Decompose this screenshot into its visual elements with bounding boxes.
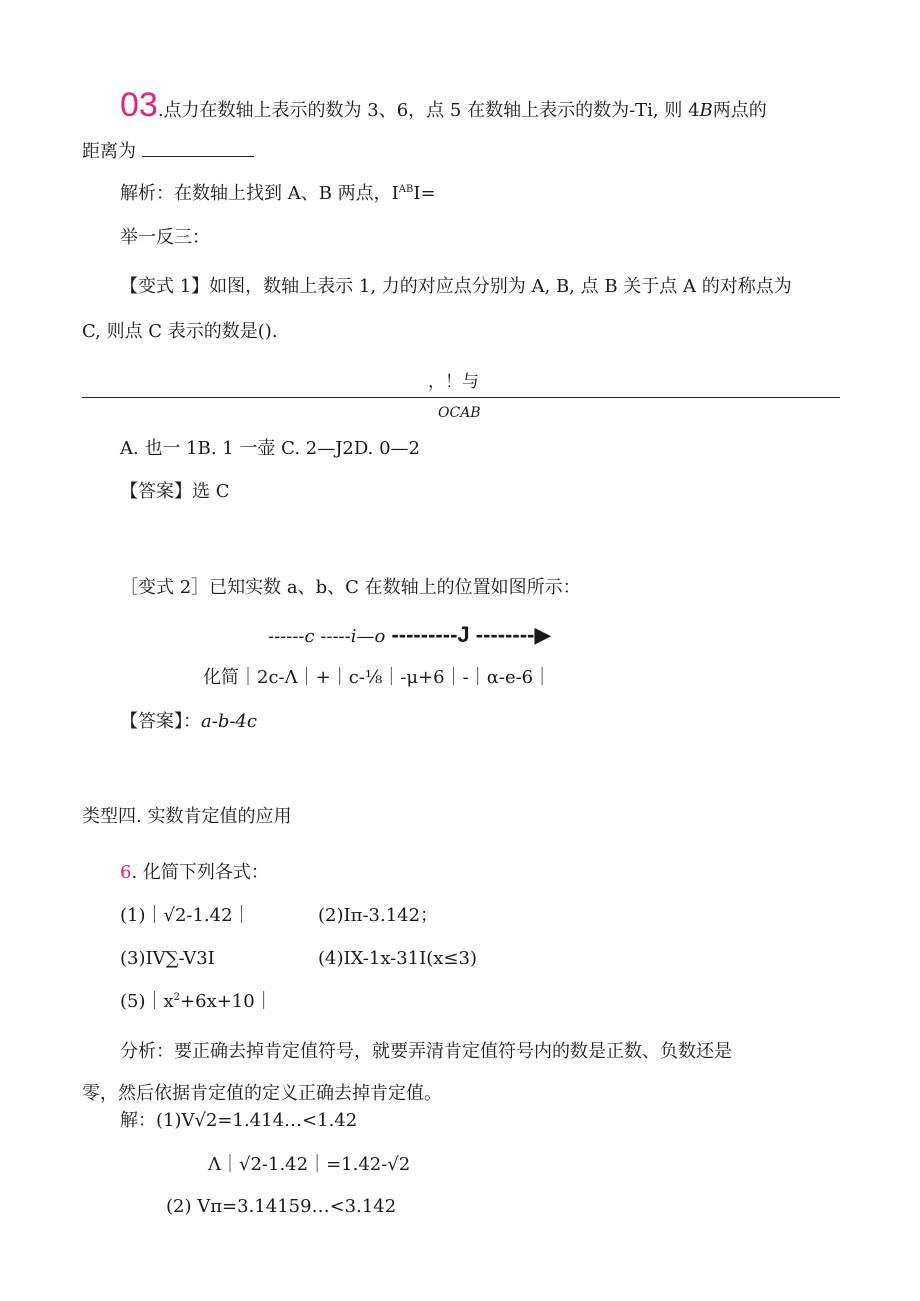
variant1-line2: C, 则点 C 表示的数是(). — [82, 321, 278, 342]
item-5-sup: 2 — [173, 992, 181, 1003]
item-5-text-end: +6x+10｜ — [180, 991, 273, 1012]
analysis-line — [120, 183, 436, 205]
answer-value: a-b-4c — [201, 711, 257, 732]
axis-label-i: i — [350, 626, 357, 647]
variant2-number-line — [268, 622, 551, 648]
solution-line1: 解：(1)V√2=1.414…<1.42 — [120, 1110, 358, 1131]
item-3: (3)IV∑-V3I — [120, 948, 215, 969]
axis-label-c: c — [304, 626, 315, 647]
juyi-heading: 举一反三： — [120, 227, 210, 248]
question-6-number: 6 — [120, 862, 132, 883]
variant2-simplify: 化简｜2c-Λ｜+｜c-⅛｜-μ+6｜-｜α-e-6｜ — [203, 667, 552, 688]
item-5-text: (5)｜x — [120, 991, 174, 1012]
analysis-sup: AB — [398, 184, 414, 195]
variant1-answer: 【答案】选 C — [120, 481, 230, 502]
answer-blank — [142, 142, 254, 157]
figure-point-labels: OCAB — [438, 405, 481, 421]
variant2-answer — [120, 711, 257, 733]
analysis-prefix: 解析：在数轴上找到 A、B 两点，I — [120, 183, 399, 204]
axis-segment: ----- — [314, 626, 351, 647]
number-line — [82, 397, 840, 398]
section-heading: 类型四. 实数肯定值的应用 — [82, 806, 292, 827]
analysis-suffix: I= — [413, 183, 436, 204]
question-6-text: . 化简下列各式： — [131, 862, 269, 883]
question-number: 03 — [120, 86, 158, 124]
variant1-line1: 【变式 1】如图，数轴上表示 1, 力的对应点分别为 A, B, 点 B 关于点 A 的对称点为 — [120, 276, 792, 297]
variant1-options: A. 也一 1B. 1 一壶 C. 2—J2D. 0—2 — [120, 438, 421, 459]
solution-line3: (2) Vπ=3.14159…<3.142 — [166, 1196, 397, 1217]
item-1: (1)｜√2-1.42｜ — [120, 905, 251, 926]
item-2: (2)Iπ-3.142； — [318, 905, 439, 926]
item-4: (4)IX-1x-31I(x≤3) — [318, 948, 477, 969]
question-03-line1 — [120, 88, 767, 122]
question-text: .点力在数轴上表示的数为 3、6，点 5 在数轴上表示的数为-Ti, 则 4 — [157, 100, 700, 121]
question-text-italic: B — [699, 100, 713, 121]
solution-line2: Λ｜√2-1.42｜=1.42-√2 — [208, 1154, 411, 1175]
axis-arrow: ---------J --------▶ — [385, 622, 552, 647]
figure-top-marks: ，！与 — [428, 372, 479, 392]
question-6 — [120, 862, 269, 884]
analysis6-line1: 分析：要正确去掉肯定值符号，就要弄清肯定值符号内的数是正数、负数还是 — [120, 1041, 732, 1062]
axis-segment: ------ — [268, 626, 305, 647]
question-text-line2: 距离为 — [82, 141, 136, 162]
question-text-end: 两点的 — [712, 100, 767, 121]
axis-label-o: o — [374, 626, 386, 647]
answer-label: 【答案】： — [120, 711, 201, 732]
item-5 — [120, 991, 273, 1013]
axis-segment: — — [356, 626, 375, 647]
question-03-line2 — [82, 141, 254, 163]
analysis6-line2: 零，然后依据肯定值的定义正确去掉肯定值。 — [82, 1083, 442, 1104]
variant2-title: ［变式 2］已知实数 a、b、C 在数轴上的位置如图所示： — [120, 577, 581, 598]
